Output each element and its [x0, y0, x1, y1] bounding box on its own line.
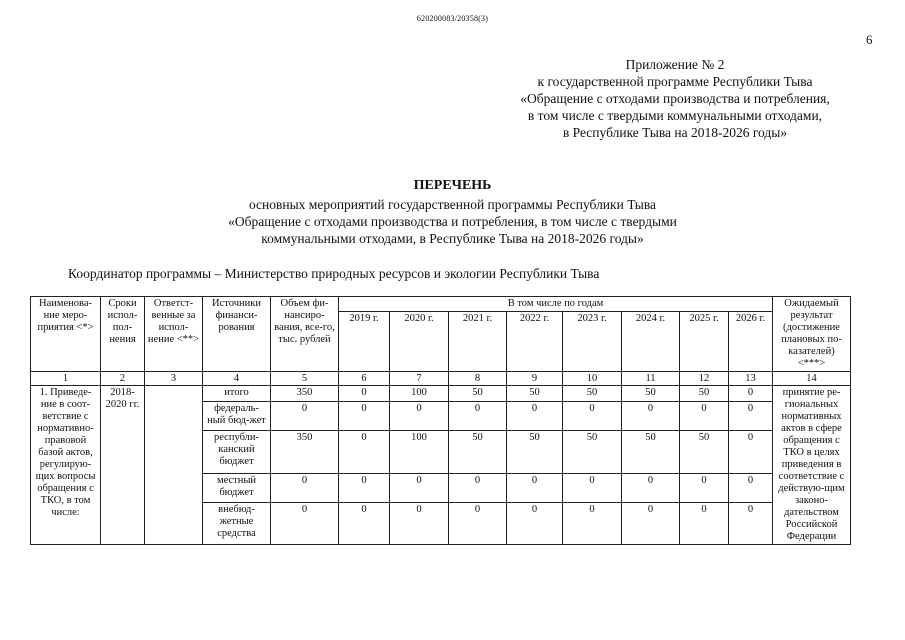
year-value: 50	[680, 431, 729, 473]
header-year: 2023 г.	[563, 312, 622, 372]
appendix-line: «Обращение с отходами производства и потребления,	[520, 91, 830, 106]
header-year: 2019 г.	[339, 312, 390, 372]
table-row	[31, 386, 851, 402]
activity-terms: 2018-2020 гг.	[101, 386, 145, 545]
year-value: 0	[339, 473, 390, 502]
header-by-years: В том числе по годам	[339, 297, 773, 312]
program-coordinator: Координатор программы – Министерство природных ресурсов и экологии Республики Тыва	[68, 266, 600, 281]
year-value: 0	[449, 473, 507, 502]
year-value: 0	[622, 402, 680, 431]
year-value: 50	[563, 431, 622, 473]
year-value: 0	[563, 502, 622, 544]
header-sources: Источники финанси-рования	[203, 297, 271, 372]
funding-source: итого	[203, 386, 271, 402]
year-value: 0	[507, 473, 563, 502]
year-value: 50	[449, 386, 507, 402]
year-value: 50	[507, 386, 563, 402]
year-value: 100	[390, 431, 449, 473]
year-value: 0	[563, 402, 622, 431]
year-value: 0	[729, 402, 773, 431]
appendix-line: к государственной программе Республики Тыва	[537, 74, 813, 89]
year-value: 0	[390, 473, 449, 502]
year-value: 0	[339, 431, 390, 473]
column-number: 12	[680, 372, 729, 386]
year-value: 0	[729, 473, 773, 502]
subtitle-line: «Обращение с отходами производства и потребления, в том числе с твердыми	[228, 214, 677, 229]
document-title: ПЕРЕЧЕНЬ	[413, 178, 492, 193]
year-value: 0	[680, 502, 729, 544]
year-value: 0	[507, 402, 563, 431]
column-number: 4	[203, 372, 271, 386]
funding-total: 350	[271, 386, 339, 402]
appendix-line: в том числе с твердыми коммунальными отходами,	[527, 108, 823, 123]
column-number: 3	[145, 372, 203, 386]
year-value: 50	[507, 431, 563, 473]
funding-source: республи-канский бюджет	[203, 431, 271, 473]
document-subtitle	[170, 196, 735, 247]
year-value: 50	[622, 386, 680, 402]
funding-source: федераль-ный бюд-жет	[203, 402, 271, 431]
year-value: 50	[622, 431, 680, 473]
header-year: 2021 г.	[449, 312, 507, 372]
funding-total: 0	[271, 502, 339, 544]
header-year: 2024 г.	[622, 312, 680, 372]
header-year: 2020 г.	[390, 312, 449, 372]
appendix-header	[470, 56, 880, 141]
year-value: 50	[449, 431, 507, 473]
column-number: 7	[390, 372, 449, 386]
column-number: 11	[622, 372, 680, 386]
header-year: 2026 г.	[729, 312, 773, 372]
funding-total: 0	[271, 402, 339, 431]
funding-source: внебюд-жетные средства	[203, 502, 271, 544]
page-number: 6	[866, 32, 873, 47]
header-volume: Объем фи-нансиро-вания, все-го, тыс. рублей	[271, 297, 339, 372]
year-value: 0	[449, 502, 507, 544]
funding-total: 350	[271, 431, 339, 473]
header-responsible: Ответст-венные за испол-нение <**>	[145, 297, 203, 372]
year-value: 0	[622, 473, 680, 502]
year-value: 50	[680, 386, 729, 402]
appendix-line: в Республике Тыва на 2018-2026 годы»	[562, 125, 788, 140]
activity-responsible	[145, 386, 203, 545]
year-value: 0	[729, 502, 773, 544]
header-year: 2022 г.	[507, 312, 563, 372]
year-value: 0	[449, 402, 507, 431]
header-name: Наименова-ние меро-приятия <*>	[31, 297, 101, 372]
column-number: 5	[271, 372, 339, 386]
year-value: 0	[339, 386, 390, 402]
column-number: 10	[563, 372, 622, 386]
column-number: 6	[339, 372, 390, 386]
column-number: 14	[773, 372, 851, 386]
year-value: 100	[390, 386, 449, 402]
appendix-line: Приложение № 2	[625, 57, 725, 72]
column-number-row	[31, 372, 851, 386]
year-value: 0	[390, 402, 449, 431]
expected-result: принятие ре-гиональных нормативных актов в сфере обращения с ТКО в целях приведения в соответствие с действую-щим законо-дательством Российской Федерации	[773, 386, 851, 545]
year-value: 0	[390, 502, 449, 544]
year-value: 0	[680, 402, 729, 431]
header-year: 2025 г.	[680, 312, 729, 372]
column-number: 8	[449, 372, 507, 386]
year-value: 0	[339, 502, 390, 544]
column-number: 9	[507, 372, 563, 386]
document-id: 620200083/20358(3)	[416, 14, 489, 23]
funding-source: местный бюджет	[203, 473, 271, 502]
year-value: 0	[339, 402, 390, 431]
year-value: 0	[507, 502, 563, 544]
year-value: 0	[729, 431, 773, 473]
activities-table	[30, 296, 851, 545]
header-terms: Сроки испол-пол-нения	[101, 297, 145, 372]
funding-total: 0	[271, 473, 339, 502]
year-value: 0	[622, 502, 680, 544]
subtitle-line: коммунальными отходами, в Республике Тыва на 2018-2026 годы»	[261, 231, 644, 246]
header-result: Ожидаемый результат (достижение плановых по-казателей) <***>	[773, 297, 851, 372]
year-value: 0	[729, 386, 773, 402]
column-number: 13	[729, 372, 773, 386]
year-value: 50	[563, 386, 622, 402]
column-number: 2	[101, 372, 145, 386]
column-number: 1	[31, 372, 101, 386]
subtitle-line: основных мероприятий государственной программы Республики Тыва	[248, 197, 657, 212]
activity-name: 1. Приведе-ние в соот-ветствие с нормативно-правовой базой актов, регулирую-щих вопросы обращения с ТКО, в том числе:	[31, 386, 101, 545]
year-value: 0	[563, 473, 622, 502]
year-value: 0	[680, 473, 729, 502]
